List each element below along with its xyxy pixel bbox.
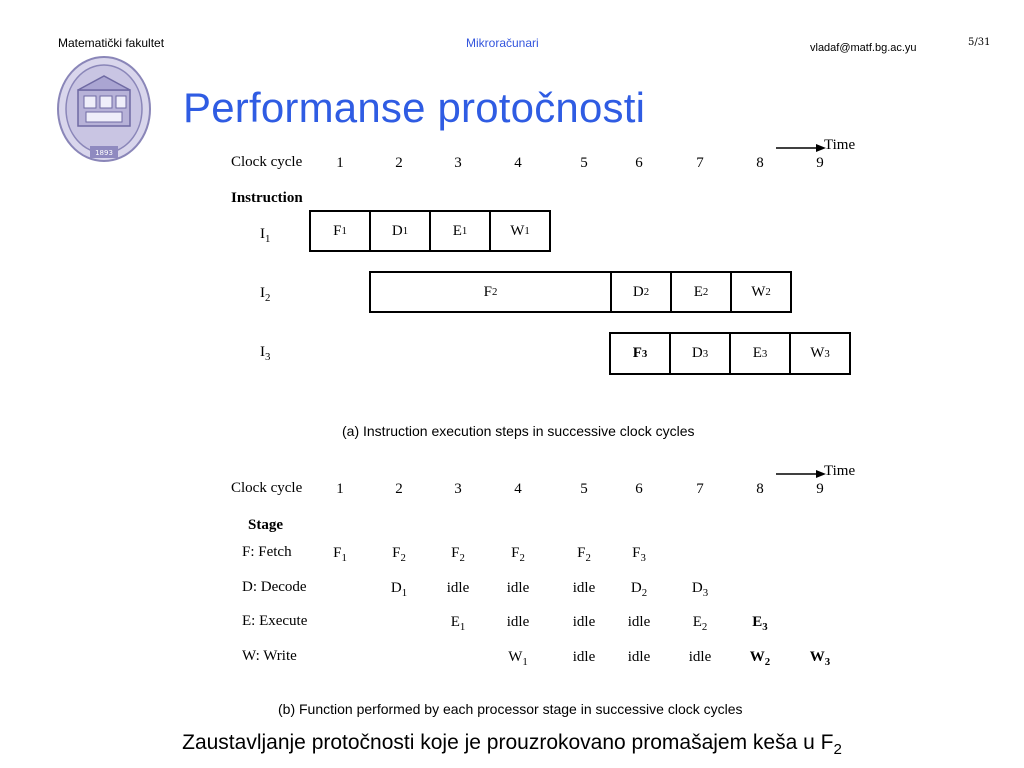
- stage-cell-idle: idle: [627, 614, 651, 630]
- stage-label: W: Write: [242, 648, 297, 664]
- diagram-b-cycle-1: 1: [336, 481, 344, 497]
- stage-cell: $D_3$: [691, 580, 709, 599]
- stage-cell-idle: idle: [506, 614, 530, 630]
- author-email: vladaf@matf.bg.ac.yu: [810, 42, 917, 54]
- clock-cycle-label-b: Clock cycle: [231, 480, 303, 496]
- stage-cell: $E_1$: [450, 614, 466, 633]
- instruction-heading: Instruction: [231, 190, 303, 206]
- diagram-b-cycle-7: 7: [696, 481, 704, 497]
- step-i3-write: W 3: [789, 332, 851, 375]
- course-label: Mikroračunari: [466, 36, 539, 50]
- diagram-a-cycle-5: 5: [580, 155, 588, 171]
- step-i2-write: W 2: [730, 271, 792, 313]
- stage-cell: $D_1$: [390, 580, 408, 599]
- slide-footer-text: Zaustavljanje protočnosti koje je prouzrokovano promašajem keša u $F_2$: [182, 731, 842, 759]
- diagram-b-cycle-3: 3: [454, 481, 462, 497]
- stage-cell: $F_3$: [632, 545, 646, 564]
- clock-cycle-label-a: Clock cycle: [231, 154, 303, 170]
- diagram-a-cycle-4: 4: [514, 155, 522, 171]
- step-i2-decode: D 2: [610, 271, 672, 313]
- stage-cell: $F_1$: [333, 545, 347, 564]
- diagram-b-cycle-5: 5: [580, 481, 588, 497]
- diagram-b-cycle-8: 8: [756, 481, 764, 497]
- step-i1-fetch: F 1: [309, 210, 371, 252]
- stage-cell: $W_2$: [749, 649, 771, 668]
- stage-cell-idle: idle: [506, 580, 530, 596]
- stage-cell-idle: idle: [446, 580, 470, 596]
- stage-cell: $W_3$: [809, 649, 831, 668]
- step-i1-execute: E 1: [429, 210, 491, 252]
- diagram-b-cycle-4: 4: [514, 481, 522, 497]
- caption-a: (a) Instruction execution steps in successive clock cycles: [342, 423, 695, 439]
- diagram-a-cycle-6: 6: [635, 155, 643, 171]
- stage-cell: $F_2$: [511, 545, 525, 564]
- diagram-a-cycle-9: 9: [816, 155, 824, 171]
- step-i3-fetch: F 3: [609, 332, 671, 375]
- stage-cell: $W_1$: [508, 649, 528, 668]
- stage-cell: $E_3$: [752, 614, 768, 633]
- caption-b: (b) Function performed by each processor stage in successive clock cycles: [278, 701, 743, 717]
- diagram-b-cycle-2: 2: [395, 481, 403, 497]
- stage-cell: $E_2$: [692, 614, 708, 633]
- stage-cell: $F_2$: [451, 545, 465, 564]
- diagram-a-cycle-7: 7: [696, 155, 704, 171]
- stage-cell: $F_2$: [577, 545, 591, 564]
- step-i1-write: W 1: [489, 210, 551, 252]
- step-i1-decode: D 1: [369, 210, 431, 252]
- faculty-seal-logo: [56, 54, 156, 166]
- faculty-label: Matematički fakultet: [58, 36, 165, 50]
- seal-year: 1893: [95, 149, 113, 157]
- stage-cell-idle: idle: [572, 614, 596, 630]
- diagram-a-cycle-8: 8: [756, 155, 764, 171]
- step-i3-execute: E 3: [729, 332, 791, 375]
- time-label-a: Time: [824, 137, 856, 153]
- diagram-a-cycle-2: 2: [395, 155, 403, 171]
- diagram-b-cycle-9: 9: [816, 481, 824, 497]
- stage-heading: Stage: [248, 517, 283, 533]
- diagram-a-cycle-3: 3: [454, 155, 462, 171]
- stage-label: E: Execute: [242, 613, 308, 629]
- step-i2-fetch: F 2: [369, 271, 612, 313]
- page-number: 5/31: [968, 37, 991, 48]
- instruction-label-i2: $I_2$: [260, 285, 271, 304]
- step-i3-decode: D 3: [669, 332, 731, 375]
- step-i2-execute: E 2: [670, 271, 732, 313]
- stage-label: F: Fetch: [242, 544, 292, 560]
- diagram-a-cycle-1: 1: [336, 155, 344, 171]
- stage-label: D: Decode: [242, 579, 307, 595]
- stage-cell-idle: idle: [627, 649, 651, 665]
- stage-cell-idle: idle: [572, 649, 596, 665]
- time-label-b: Time: [824, 463, 856, 479]
- stage-cell-idle: idle: [688, 649, 712, 665]
- stage-cell-idle: idle: [572, 580, 596, 596]
- stage-cell: $D_2$: [630, 580, 648, 599]
- instruction-label-i3: $I_3$: [260, 344, 271, 363]
- slide-title: Performanse protočnosti: [183, 84, 646, 131]
- diagram-b-cycle-6: 6: [635, 481, 643, 497]
- stage-cell: $F_2$: [392, 545, 406, 564]
- instruction-label-i1: $I_1$: [260, 226, 271, 245]
